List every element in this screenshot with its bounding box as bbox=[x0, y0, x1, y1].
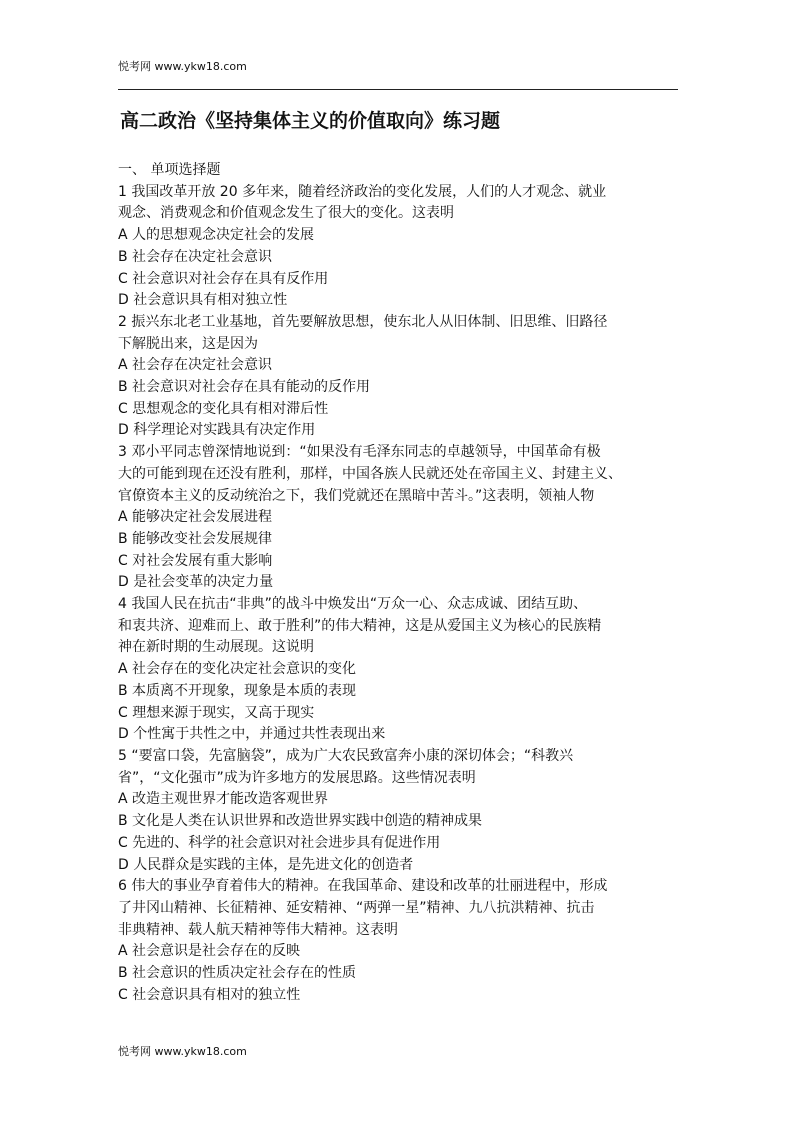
page-footer-site: 悦考网 www.ykw18.com bbox=[118, 1045, 247, 1058]
text-line: C 先进的、科学的社会意识对社会进步具有促进作用 bbox=[118, 834, 441, 851]
text-line: A 社会意识是社会存在的反映 bbox=[118, 943, 301, 960]
text-line: 神在新时期的生动展现。这说明 bbox=[118, 639, 314, 656]
text-line: 官僚资本主义的反动统治之下，我们党就还在黑暗中苦斗。”这表明，领袖人物 bbox=[118, 487, 595, 504]
text-line: A 人的思想观念决定社会的发展 bbox=[118, 227, 315, 244]
text-line: A 改造主观世界才能改造客观世界 bbox=[118, 791, 329, 808]
text-line: A 能够决定社会发展进程 bbox=[118, 509, 273, 526]
text-line: 省”，“文化强市”成为许多地方的发展思路。这些情况表明 bbox=[118, 769, 476, 786]
text-line: A 社会存在的变化决定社会意识的变化 bbox=[118, 661, 357, 678]
text-line: 6 伟大的事业孕育着伟大的精神。在我国革命、建设和改革的壮丽进程中，形成 bbox=[118, 878, 608, 895]
section-heading: 一、 单项选择题 bbox=[118, 162, 221, 178]
text-line: C 对社会发展有重大影响 bbox=[118, 552, 273, 569]
text-line: C 理想来源于现实，又高于现实 bbox=[118, 704, 315, 721]
text-line: A 社会存在决定社会意识 bbox=[118, 357, 273, 374]
document-title: 高二政治《坚持集体主义的价值取向》练习题 bbox=[120, 110, 501, 132]
text-line: 大的可能到现在还没有胜利，那样，中国各族人民就还处在帝国主义、封建主义、 bbox=[118, 465, 622, 482]
text-line: 2 振兴东北老工业基地，首先要解放思想，使东北人从旧体制、旧思维、旧路径 bbox=[118, 313, 608, 330]
page-header-site: 悦考网 www.ykw18.com bbox=[118, 60, 247, 73]
exercise-content bbox=[118, 160, 684, 1006]
text-line: C 思想观念的变化具有相对滞后性 bbox=[118, 400, 329, 417]
text-line: D 个性寓于共性之中，并通过共性表现出来 bbox=[118, 726, 386, 743]
text-line: 1 我国改革开放 20 多年来，随着经济政治的变化发展，人们的人才观念、就业 bbox=[118, 183, 607, 200]
text-line: 下解脱出来，这是因为 bbox=[118, 335, 258, 352]
text-line: B 社会意识对社会存在具有能动的反作用 bbox=[118, 379, 371, 396]
text-line: C 社会意识具有相对的独立性 bbox=[118, 986, 301, 1003]
text-line: 3 邓小平同志曾深情地说到：“如果没有毛泽东同志的卓越领导，中国革命有极 bbox=[118, 444, 601, 461]
text-line: 5 “要富口袋，先富脑袋”，成为广大农民致富奔小康的深切体会；“科教兴 bbox=[118, 747, 574, 764]
text-line: D 社会意识具有相对独立性 bbox=[118, 292, 288, 309]
text-line: 和衷共济、迎难而上、敢于胜利”的伟大精神，这是从爱国主义为核心的民族精 bbox=[118, 617, 602, 634]
text-line: D 人民群众是实践的主体，是先进文化的创造者 bbox=[118, 856, 414, 873]
text-line: 4 我国人民在抗击“非典”的战斗中焕发出“万众一心、众志成诚、团结互助、 bbox=[118, 596, 588, 613]
text-line: D 是社会变革的决定力量 bbox=[118, 574, 274, 591]
text-line: B 社会存在决定社会意识 bbox=[118, 248, 273, 265]
text-line: B 本质离不开现象，现象是本质的表现 bbox=[118, 682, 357, 699]
question-lines bbox=[118, 182, 684, 1007]
text-line: D 科学理论对实践具有决定作用 bbox=[118, 422, 316, 439]
text-line: B 社会意识的性质决定社会存在的性质 bbox=[118, 965, 357, 982]
text-line: B 能够改变社会发展规律 bbox=[118, 530, 273, 547]
text-line: 非典精神、载人航天精神等伟大精神。这表明 bbox=[118, 921, 398, 938]
text-line: B 文化是人类在认识世界和改造世界实践中创造的精神成果 bbox=[118, 813, 483, 830]
text-line: 观念、消费观念和价值观念发生了很大的变化。这表明 bbox=[118, 205, 454, 222]
text-line: C 社会意识对社会存在具有反作用 bbox=[118, 270, 329, 287]
text-line: 了井冈山精神、长征精神、延安精神、“两弹一星”精神、九八抗洪精神、抗击 bbox=[118, 899, 595, 916]
header-divider bbox=[118, 89, 678, 90]
